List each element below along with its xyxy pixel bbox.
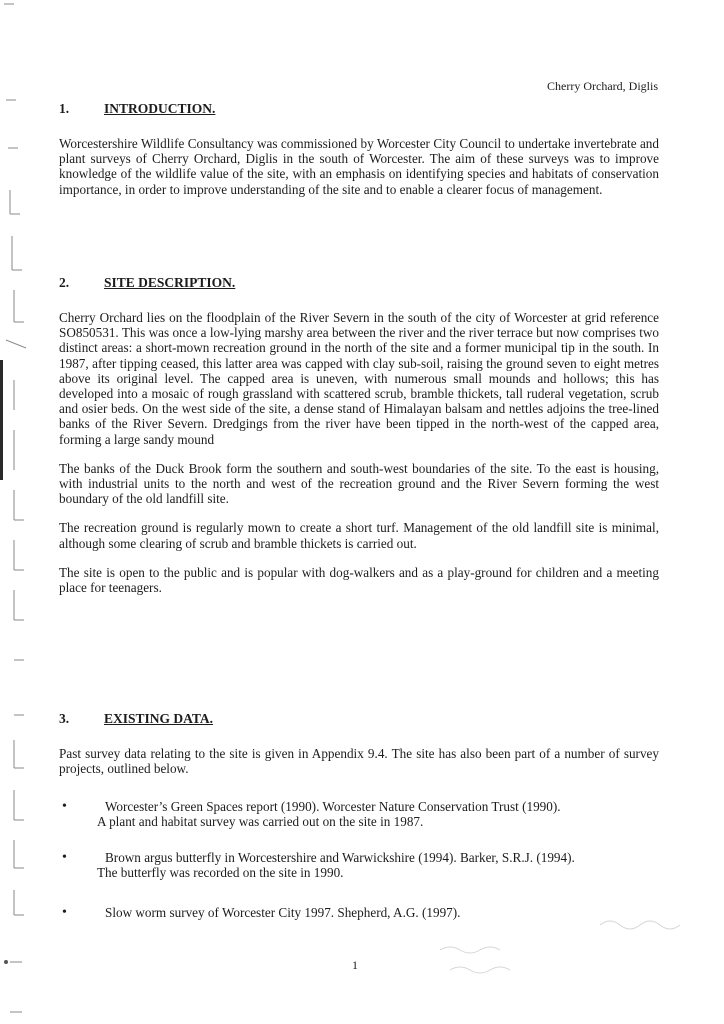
list-item-note: A plant and habitat survey was carried out on the site in 1987. [97, 814, 424, 830]
paragraph: Past survey data relating to the site is given in Appendix 9.4. The site has also been part of a number of survey projects, outlined below. [59, 746, 659, 777]
section-title: EXISTING DATA. [104, 711, 214, 726]
list-item-citation: Brown argus butterfly in Worcestershire and Warwickshire (1994). Barker, S.R.J. (1994). [105, 850, 575, 865]
section-heading [59, 101, 659, 117]
list-item-note: The butterfly was recorded on the site in 1990. [97, 865, 344, 881]
running-header: Cherry Orchard, Diglis [547, 79, 658, 93]
bullet-icon: • [62, 850, 67, 865]
binding-marks [0, 0, 30, 1024]
section-number: 3. [59, 711, 70, 726]
section-title: SITE DESCRIPTION. [104, 275, 236, 290]
list-item [59, 850, 659, 880]
paragraph: Cherry Orchard lies on the floodplain of the River Severn in the south of the city of Worcester at grid reference SO850531. This was once a low-lying marshy area between the river and the river terrace but now comprises two distinct areas: a short-mown recreation ground in the north of the site and a former municipal tip in the south. In 1987, after tipping ceased, this latter area was capped with clay sub-soil, raising the ground seven to eight metres above its original level. The capped area is uneven, with numerous small mounds and hollows; this has developed into a mosaic of rough grassland with scattered scrub, bramble thickets, tall ruderal vegetation, scrub and osier beds. On the west side of the site, a dense stand of Himalayan balsam and nettles adjoins the tree-lined banks of the River Severn. Dredgings from the river have been tipped in the north-west of the capped area, forming a large sandy mound [59, 310, 659, 447]
section-introduction [59, 101, 659, 197]
section-heading [59, 275, 659, 291]
section-heading [59, 711, 659, 727]
paragraph: The site is open to the public and is popular with dog-walkers and as a play-ground for children and a meeting place for teenagers. [59, 564, 659, 596]
section-title: INTRODUCTION. [104, 101, 216, 116]
bullet-icon: • [62, 905, 67, 920]
paragraph: Worcestershire Wildlife Consultancy was commissioned by Worcester City Council to undertake invertebrate and plant surveys of Cherry Orchard, Diglis in the south of Worcester. The aim of these surveys was to improve knowledge of the wildlife value of the site, with an emphasis on identifying species and habitats of conservation importance, in order to improve understanding of the site and to enable a clearer focus of management. [59, 136, 659, 197]
paragraph: The banks of the Duck Brook form the southern and south-west boundaries of the site. To the east is housing, with industrial units to the north and west of the recreation ground and the River Severn forming the west boundary of the old landfill site. [59, 460, 659, 507]
section-existing-data [59, 711, 659, 776]
paragraph: The recreation ground is regularly mown to create a short turf. Management of the old landfill site is minimal, although some clearing of scrub and bramble thickets is carried out. [59, 520, 659, 551]
list-item [59, 799, 659, 829]
show-through-marks [420, 905, 720, 995]
bullet-icon: • [62, 799, 67, 814]
section-number: 1. [59, 101, 70, 116]
list-item-citation: Worcester’s Green Spaces report (1990). Worcester Nature Conservation Trust (1990). [105, 799, 561, 814]
list-item-citation: Slow worm survey of Worcester City 1997. Shepherd, A.G. (1997). [105, 905, 461, 920]
section-site-description [59, 275, 659, 595]
page-number: 1 [352, 958, 358, 972]
section-number: 2. [59, 275, 70, 290]
